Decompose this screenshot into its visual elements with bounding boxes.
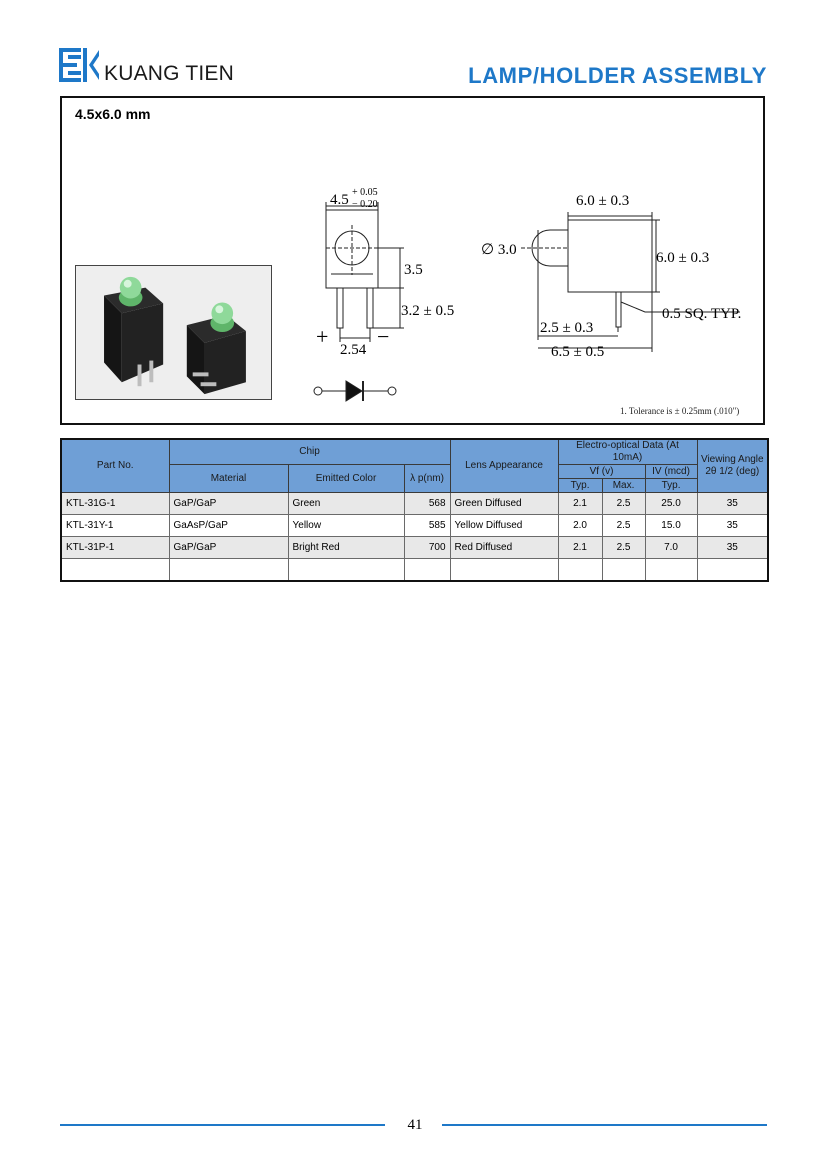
overall-length-dim: 6.5 ± 0.5 [551, 344, 605, 360]
cell-material: GaP/GaP [169, 493, 288, 515]
table-row [61, 537, 768, 559]
header-eo: Electro-optical Data (At 10mA) [558, 439, 697, 465]
cell-iv-typ: 15.0 [645, 515, 697, 537]
cell-lens: Green Diffused [450, 493, 558, 515]
page-number: 41 [407, 1117, 423, 1133]
header-color: Emitted Color [288, 465, 404, 493]
front-tol-plus: + 0.05 [352, 187, 378, 198]
spec-table [60, 438, 769, 582]
table-row [61, 493, 768, 515]
header-chip: Chip [169, 439, 450, 465]
header-lambda: λ p(nm) [404, 465, 450, 493]
cell-lens: Red Diffused [450, 537, 558, 559]
table-row [61, 515, 768, 537]
front-tol-minus: − 0.20 [352, 199, 378, 210]
cell-material: GaP/GaP [169, 537, 288, 559]
lead-length-dim: 3.2 ± 0.5 [401, 303, 455, 319]
table-row-empty [61, 559, 768, 582]
cell-vf-max: 2.5 [602, 493, 645, 515]
document-title: LAMP/HOLDER ASSEMBLY [468, 63, 767, 88]
cell-angle: 35 [697, 493, 768, 515]
cell-iv-typ: 7.0 [645, 537, 697, 559]
header-view-angle: Viewing Angle 2θ 1/2 (deg) [697, 439, 768, 493]
size-label: 4.5x6.0 mm [75, 106, 151, 122]
led-holder-photo [75, 265, 272, 400]
lead-note: 0.5 SQ. TYP. [662, 306, 742, 322]
lead-offset-dim: 2.5 ± 0.3 [540, 320, 594, 336]
kuang-tien-logo-icon [59, 48, 99, 82]
cell-part: KTL-31P-1 [61, 537, 169, 559]
front-height-dim: 3.5 [404, 262, 423, 278]
cell-material: GaAsP/GaP [169, 515, 288, 537]
footer-rule-left [60, 1124, 385, 1126]
cell-angle: 35 [697, 515, 768, 537]
brand-name: KUANG TIEN [104, 62, 234, 85]
pitch-dim: 2.54 [340, 342, 367, 358]
front-width-dim: 4.5 [330, 192, 349, 208]
cell-lambda: 700 [404, 537, 450, 559]
cell-part: KTL-31Y-1 [61, 515, 169, 537]
plus-sign: + [316, 324, 329, 349]
header-iv-typ: Typ. [645, 479, 697, 493]
minus-sign: − [377, 324, 390, 349]
cell-vf-max: 2.5 [602, 537, 645, 559]
cell-vf-typ: 2.0 [558, 515, 602, 537]
cell-vf-max: 2.5 [602, 515, 645, 537]
tolerance-note: 1. Tolerance is ± 0.25mm (.010") [620, 406, 740, 416]
diode-symbol-icon [314, 381, 396, 401]
cell-lens: Yellow Diffused [450, 515, 558, 537]
lens-diameter-dim: ∅ 3.0 [481, 242, 517, 258]
cell-lambda: 568 [404, 493, 450, 515]
cell-angle: 35 [697, 537, 768, 559]
cell-color: Bright Red [288, 537, 404, 559]
cell-vf-typ: 2.1 [558, 537, 602, 559]
header-vf-max: Max. [602, 479, 645, 493]
cell-iv-typ: 25.0 [645, 493, 697, 515]
dimension-drawings [300, 180, 760, 410]
cell-color: Yellow [288, 515, 404, 537]
header-vf: Vf (v) [558, 465, 645, 479]
header-part-no: Part No. [61, 439, 169, 493]
side-height-dim: 6.0 ± 0.3 [656, 250, 710, 266]
header-iv: IV (mcd) [645, 465, 697, 479]
cell-vf-typ: 2.1 [558, 493, 602, 515]
cell-color: Green [288, 493, 404, 515]
cell-part: KTL-31G-1 [61, 493, 169, 515]
header-vf-typ: Typ. [558, 479, 602, 493]
header-lens: Lens Appearance [450, 439, 558, 493]
footer-rule-right [442, 1124, 767, 1126]
side-width-dim: 6.0 ± 0.3 [576, 193, 630, 209]
cell-lambda: 585 [404, 515, 450, 537]
header-material: Material [169, 465, 288, 493]
